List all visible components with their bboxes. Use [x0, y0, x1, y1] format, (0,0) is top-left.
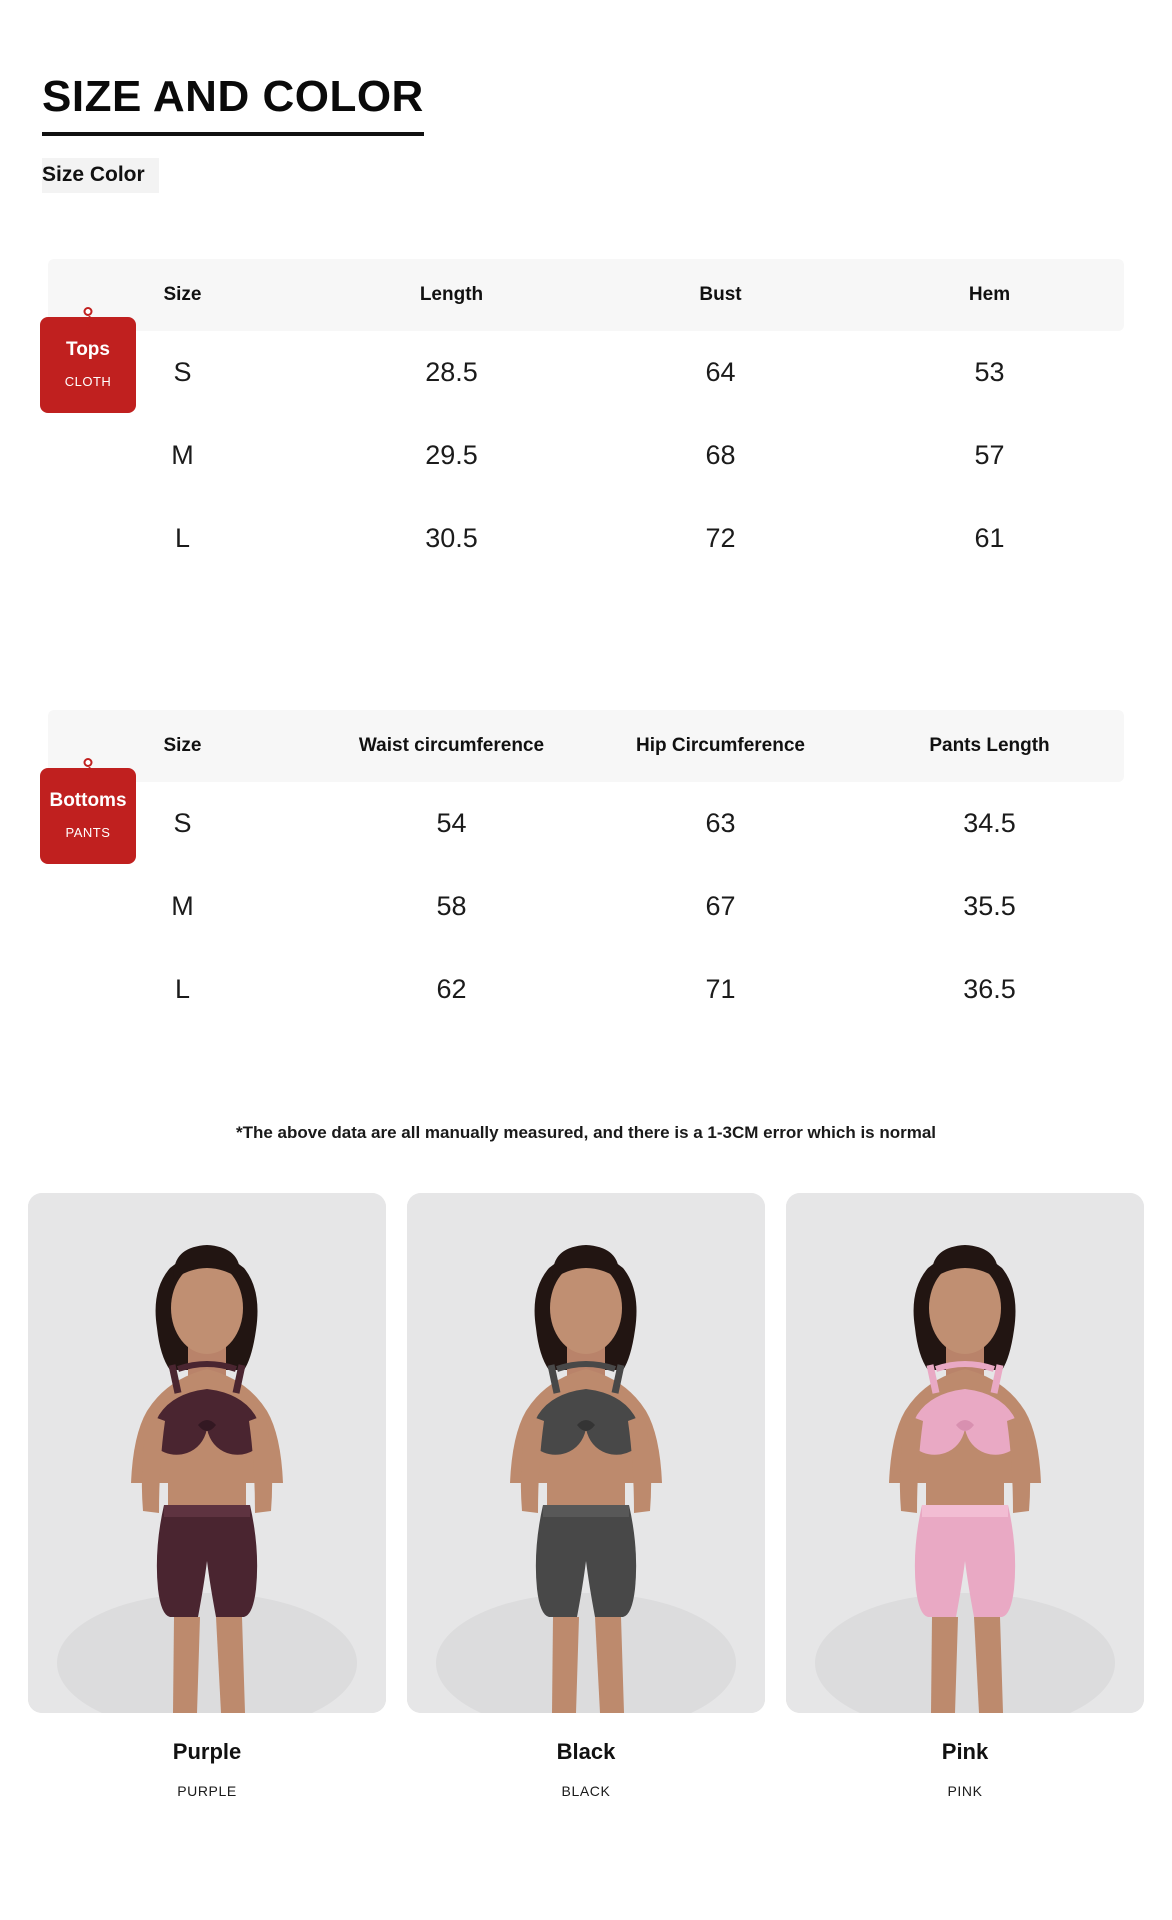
table-row	[48, 865, 1124, 948]
tops-size-table-block	[48, 259, 1124, 580]
color-option-pink[interactable]	[786, 1193, 1144, 1799]
column-header-hem: Hem	[855, 259, 1124, 331]
table-row	[48, 414, 1124, 497]
column-header-pants-length: Pants Length	[855, 710, 1124, 782]
cell-hip: 63	[705, 807, 736, 838]
page-subtitle-wrap	[42, 158, 1172, 193]
cell-pants-length: 35.5	[963, 890, 1016, 921]
cell-hip: 71	[705, 973, 736, 1004]
cell-size: S	[173, 807, 192, 838]
cell-waist: 58	[436, 890, 467, 921]
tag-pin-icon	[84, 758, 93, 767]
page-header	[0, 0, 1172, 193]
tops-tag	[40, 317, 136, 413]
color-code: PINK	[947, 1782, 983, 1799]
table-header-row	[48, 710, 1124, 782]
cell-size: M	[171, 439, 194, 470]
table-row	[48, 948, 1124, 1031]
cell-hem: 57	[974, 439, 1005, 470]
color-name: Purple	[172, 1738, 242, 1764]
color-options	[28, 1193, 1144, 1799]
cell-length: 29.5	[425, 439, 478, 470]
cell-hem: 53	[974, 356, 1005, 387]
cell-hem: 61	[974, 522, 1005, 553]
cell-hip: 67	[705, 890, 736, 921]
color-code: PURPLE	[177, 1782, 237, 1799]
table-row	[48, 331, 1124, 414]
cell-bust: 68	[705, 439, 736, 470]
table-row	[48, 497, 1124, 580]
cell-size: M	[171, 890, 194, 921]
cell-size: L	[174, 973, 191, 1004]
column-header-size: Size	[48, 259, 317, 331]
column-header-bust: Bust	[586, 259, 855, 331]
cell-length: 30.5	[425, 522, 478, 553]
column-header-waist: Waist circumference	[317, 710, 586, 782]
column-header-size: Size	[48, 710, 317, 782]
bottoms-tag	[40, 768, 136, 864]
cell-size: S	[173, 356, 192, 387]
product-photo-black[interactable]	[407, 1193, 765, 1713]
cell-length: 28.5	[425, 356, 478, 387]
color-option-black[interactable]	[407, 1193, 765, 1799]
cell-waist: 62	[436, 973, 467, 1004]
cell-pants-length: 34.5	[963, 807, 1016, 838]
product-photo-purple[interactable]	[28, 1193, 386, 1713]
cell-bust: 64	[705, 356, 736, 387]
page-title: SIZE AND COLOR	[42, 72, 424, 136]
table-row	[48, 782, 1124, 865]
bottoms-tag-sublabel: PANTS	[65, 824, 111, 840]
table-header-row	[48, 259, 1124, 331]
product-photo-pink[interactable]	[786, 1193, 1144, 1713]
color-option-purple[interactable]	[28, 1193, 386, 1799]
color-code: BLACK	[561, 1782, 611, 1799]
measurement-note: *The above data are all manually measured, and there is a 1-3CM error which is normal	[235, 1122, 937, 1142]
tops-size-table	[48, 259, 1124, 580]
tops-tag-label: Tops	[66, 339, 110, 360]
cell-waist: 54	[436, 807, 467, 838]
column-header-hip: Hip Circumference	[586, 710, 855, 782]
page-subtitle: Size Color	[42, 158, 159, 193]
tops-tag-sublabel: CLOTH	[64, 373, 112, 389]
column-header-length: Length	[317, 259, 586, 331]
cell-bust: 72	[705, 522, 736, 553]
cell-size: L	[174, 522, 191, 553]
cell-pants-length: 36.5	[963, 973, 1016, 1004]
tag-pin-icon	[84, 307, 93, 316]
color-name: Pink	[941, 1738, 989, 1764]
bottoms-size-table-block	[48, 710, 1124, 1031]
bottoms-size-table	[48, 710, 1124, 1031]
bottoms-tag-label: Bottoms	[49, 789, 127, 811]
color-name: Black	[556, 1738, 616, 1764]
